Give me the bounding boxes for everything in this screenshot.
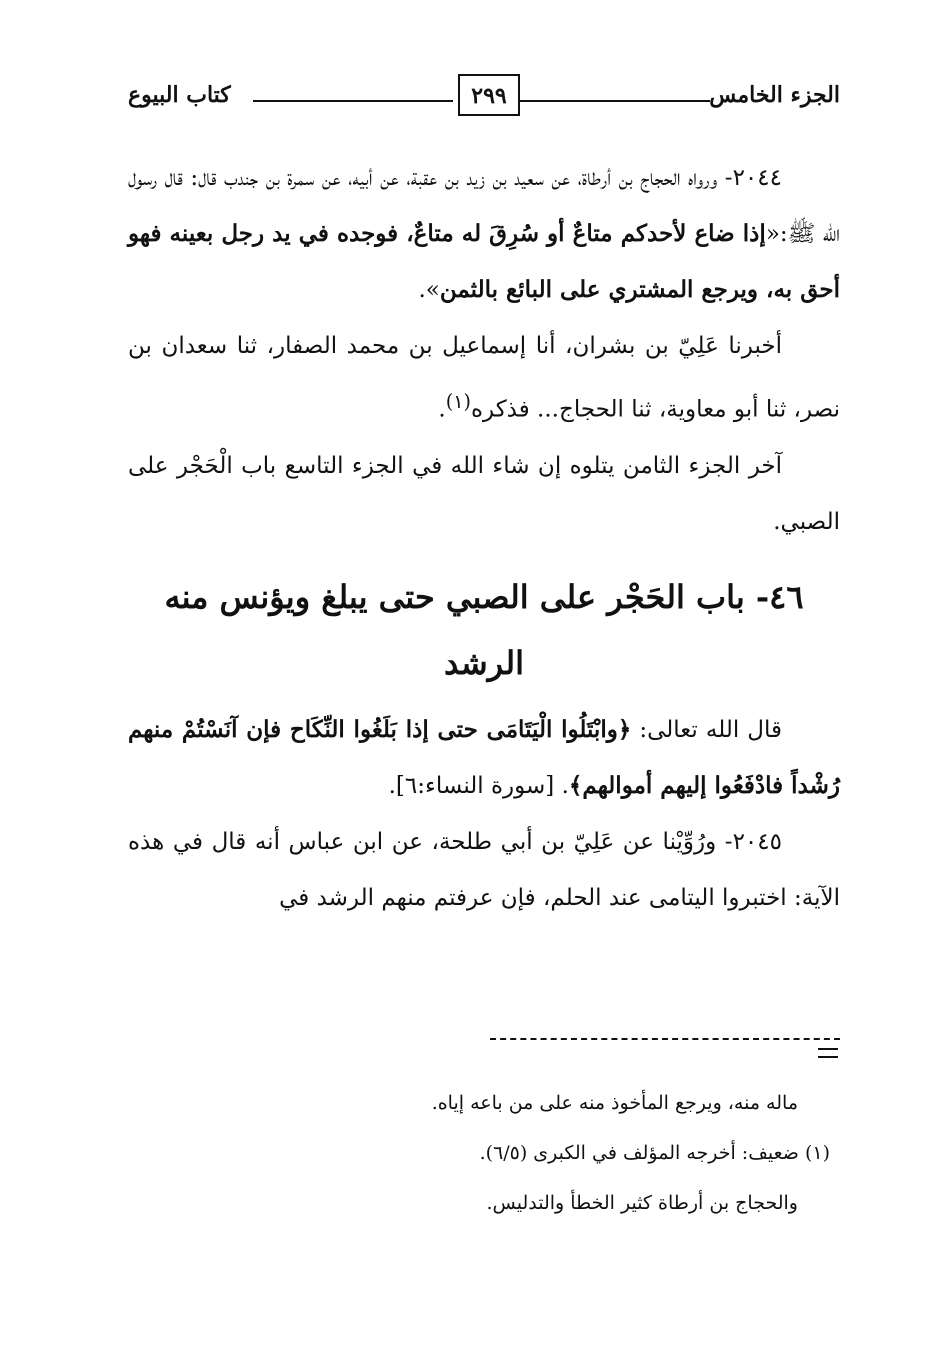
quran-lead: قال الله تعالى:	[631, 716, 782, 743]
footnote-continuation: ماله منه، ويرجع المأخوذ منه على من باعه إياه.	[431, 1092, 798, 1114]
part-end-note: آخر الجزء الثامن يتلوه إن شاء الله في الجزء التاسع باب الْحَجْر على الصبي.	[128, 452, 840, 535]
hadith-2044	[128, 150, 840, 318]
hadith-2045: ٢٠٤٥- ورُوِّيْنا عن عَلِيّ بن أبي طلحة، عن ابن عباس أنه قال في هذه الآية: اختبروا اليتامى عند الحلم، فإن عرفتم منهم الرشد في	[128, 828, 840, 911]
isnad-end: .	[438, 396, 446, 423]
quran-verse: ﴿وابْتَلُوا الْيَتَامَى حتى إذا بَلَغُوا النِّكَاح فإن آنَسْتُمْ منهم رُشْداً فادْفَعُوا إليهم أموالهم﴾	[128, 715, 840, 799]
footnotes	[128, 1078, 840, 1228]
chapter-title: ٤٦- باب الحَجْر على الصبي حتى يبلغ ويؤنس منه الرشد	[164, 577, 804, 682]
page-header	[128, 74, 840, 124]
footnote-1: (١) ضعيف: أخرجه المؤلف في الكبرى (٦/٥).	[479, 1142, 830, 1164]
hadith-2044-isnad: ٢٠٤٤- ورواه الحجاج بن أرطاة، عن سعيد بن زيد بن عقبة، عن أبيه، عن سمرة بن جندب قال: قال رسول الله ﷺ:«	[128, 165, 840, 247]
footnote-ref-1: (١)	[445, 390, 471, 413]
book-title: كتاب البيوع	[128, 82, 231, 108]
header-rule-left	[253, 100, 453, 102]
page-number: ٢٩٩	[458, 74, 520, 116]
isnad-text: أخبرنا عَلِيّ بن بشران، أنا إسماعيل بن محمد الصفار، ثنا سعدان بن نصر، ثنا أبو معاوية، ثنا الحجاج... فذكره	[128, 333, 840, 423]
footnote-separator	[490, 1038, 840, 1040]
hadith-2044-matn: إذا ضاع لأحدكم متاعٌ أو سُرِقَ له متاعٌ، فوجده في يد رجل بعينه فهو أحق به، ويرجع المشتري على البائع بالثمن	[128, 220, 840, 303]
quran-reference: . [سورة النساء:٦].	[388, 772, 569, 799]
main-text	[128, 150, 840, 926]
header-rule-right	[520, 100, 710, 102]
hadith-2044-end: ».	[418, 277, 440, 303]
quran-paragraph	[128, 702, 840, 814]
volume-title: الجزء الخامس	[709, 82, 840, 108]
isnad-paragraph	[128, 318, 840, 438]
continuation-mark	[818, 1048, 838, 1058]
footnote-1-note: والحجاج بن أرطاة كثير الخطأ والتدليس.	[486, 1192, 798, 1214]
